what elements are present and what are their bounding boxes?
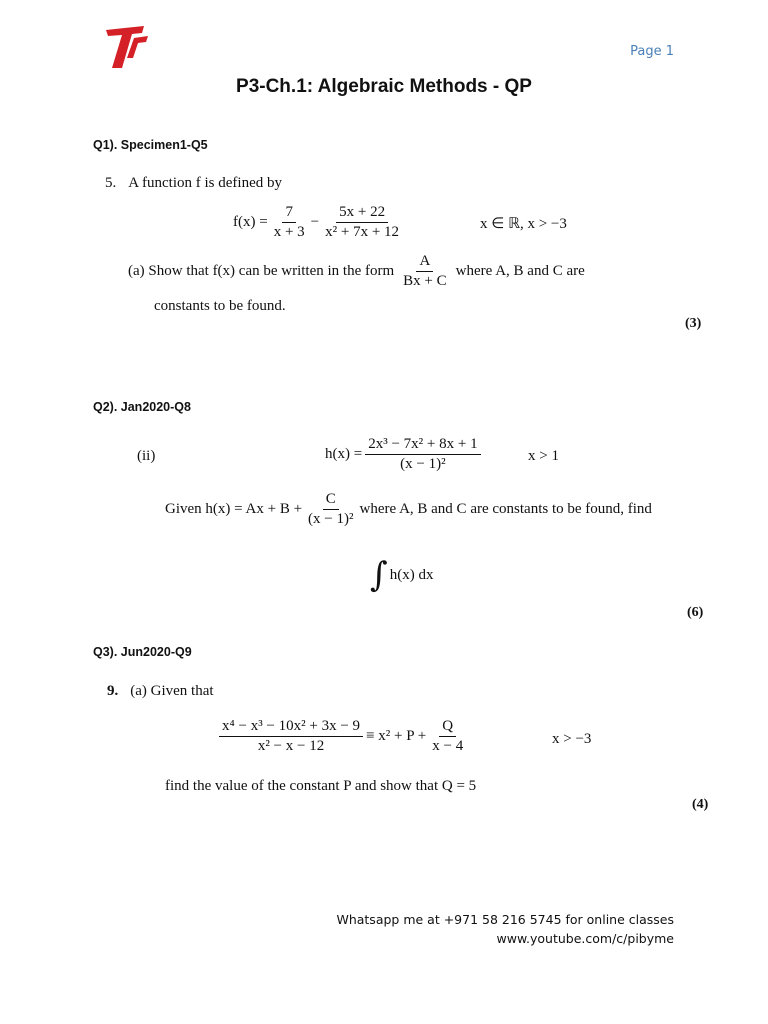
q2-given-numerator: C [323,491,339,510]
q3-equivalence: ≡ x² + P + [366,728,427,744]
q2-given [165,491,652,528]
footer-youtube-link[interactable]: www.youtube.com/c/pibyme [496,931,674,946]
q3-identity [216,718,469,755]
q3-numerator: x⁴ − x³ − 10x² + 3x − 9 [219,718,363,737]
q1-marks: (3) [685,316,702,331]
q2-part: (ii) [137,448,156,464]
q1-form-numerator: A [416,253,433,272]
q3-q-fraction [429,718,466,755]
footer-whatsapp: Whatsapp me at +971 58 216 5745 for online classes [336,912,674,927]
q2-lhs: h(x) = [325,446,363,462]
q3-intro [107,683,214,700]
q2-given-prefix: Given h(x) = Ax + B + [165,501,303,517]
q1-part-a-line2: constants to be found. [154,298,286,314]
q2-marks: (6) [687,605,704,620]
q3-q-numerator: Q [439,718,456,737]
q1-function-equation [233,204,405,241]
q3-number: 9. [107,683,119,699]
q2-given-suffix: where A, B and C are constants to be found, find [359,501,652,517]
q1-lhs: f(x) = [233,214,268,230]
page-number: Page 1 [630,44,674,59]
q1-fraction-2 [322,204,402,241]
q2-given-fraction [305,491,356,528]
q3-part-a: (a) Given that [130,683,214,699]
q1-frac2-numerator: 5x + 22 [336,204,388,223]
q2-integral [370,555,434,595]
q3-domain: x > −3 [552,731,592,747]
q2-numerator: 2x³ − 7x² + 8x + 1 [365,436,480,455]
q1-number: 5. [105,175,117,191]
q2-fraction [365,436,480,473]
q1-frac1-numerator: 7 [282,204,296,223]
q3-denominator: x² − x − 12 [257,738,325,754]
q2-integrand: h(x) dx [389,566,434,583]
q1-minus: − [310,214,320,230]
q1-intro-text: A function f is defined by [128,175,282,191]
q1-part-a-prefix: (a) Show that f(x) can be written in the form [128,263,395,279]
q1-frac2-denominator: x² + 7x + 12 [325,224,400,240]
page-title: P3-Ch.1: Algebraic Methods - QP [236,76,532,97]
q2-function-equation [325,436,484,473]
q3-q-denominator: x − 4 [432,738,464,754]
question-2-heading: Q2). Jan2020-Q8 [93,400,191,414]
q3-marks: (4) [692,797,709,812]
q3-fraction [219,718,363,755]
q1-fraction-1 [271,204,308,241]
q1-domain: x ∈ ℝ, x > −3 [480,216,567,232]
question-3-heading: Q3). Jun2020-Q9 [93,645,192,659]
q2-domain: x > 1 [528,448,559,464]
q1-frac1-denominator: x + 3 [273,224,305,240]
q1-form-fraction [400,253,449,290]
q1-form-denominator: Bx + C [403,273,447,289]
brand-logo-icon [100,24,152,70]
q2-given-denominator: (x − 1)² [308,511,354,527]
q1-intro [105,175,282,192]
q2-denominator: (x − 1)² [400,456,446,472]
question-1-heading: Q1). Specimen1-Q5 [93,138,208,152]
q3-find-text: find the value of the constant P and show that Q = 5 [165,778,477,794]
q1-part-a [128,253,585,290]
q1-part-a-suffix: where A, B and C are [455,263,585,279]
integral-sign: ∫ [370,555,388,595]
